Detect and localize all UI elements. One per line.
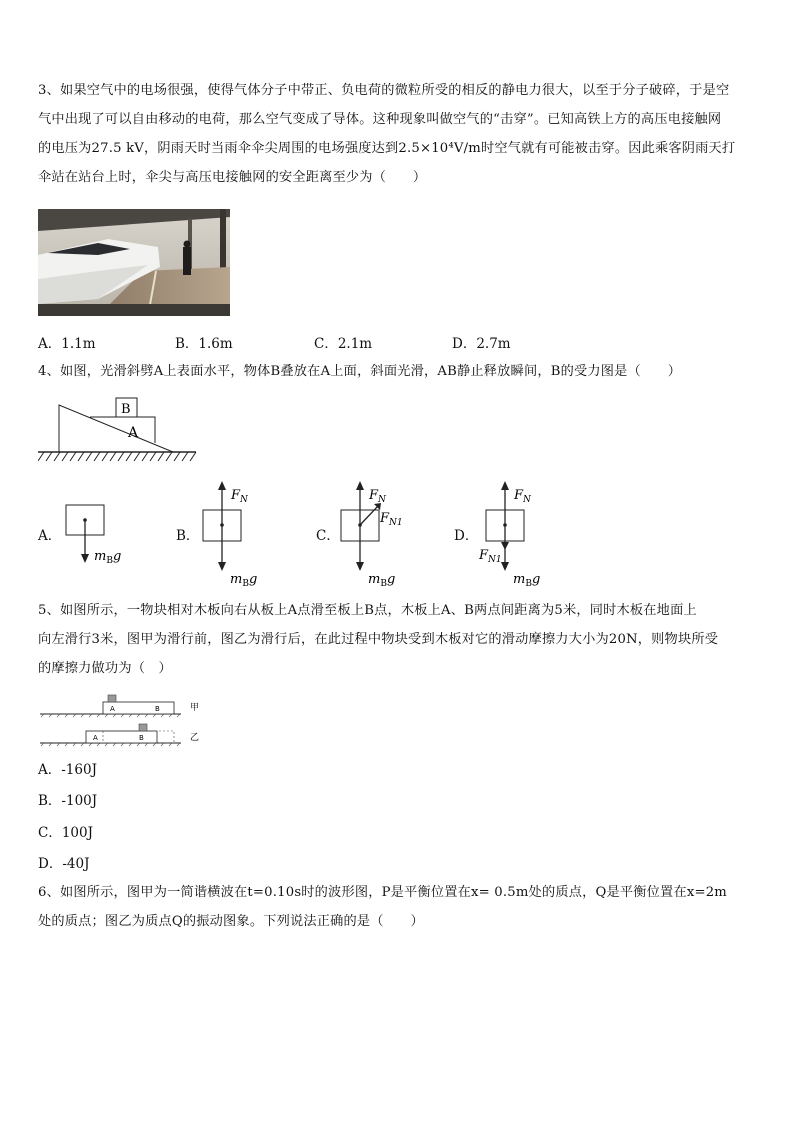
question-5-text	[38, 596, 760, 683]
q3-option-d[interactable]: D．2.7m	[452, 336, 511, 352]
svg-text:A: A	[93, 734, 98, 742]
force-diagram-c[interactable]	[334, 480, 424, 590]
question-3-text	[38, 76, 760, 192]
q4-line-1: 4、如图，光滑斜劈A上表面水平，物体B叠放在A上面，斜面光滑，AB静止释放瞬间，B的受力图是（ ）	[38, 364, 682, 379]
svg-text:B: B	[139, 734, 144, 742]
block-b-label: B	[121, 402, 131, 417]
q4-option-c[interactable]: C．	[316, 528, 340, 544]
svg-text:乙: 乙	[190, 733, 200, 743]
q4-option-d[interactable]: D．	[454, 528, 479, 544]
question-6-text	[38, 878, 760, 936]
force-diagram-a[interactable]	[60, 500, 140, 570]
q3-option-b[interactable]: B．1.6m	[175, 336, 233, 352]
q6-line-1: 6、如图所示，图甲为一简谐横波在t=0.10s时的波形图，P是平衡位置在x= 0.5m处的质点，Q是平衡位置在x=2m	[38, 885, 728, 900]
svg-text:mBg: $m_Bg$	[94, 549, 122, 566]
q3-option-c[interactable]: C．2.1m	[314, 336, 373, 352]
q3-line-3: 的电压为27.5 kV，阴雨天时当雨伞伞尖周围的电场强度达到2.5×10⁴V/m时空气就有可能被击穿。因此乘客阴雨天打	[38, 141, 736, 156]
q5-line-3: 的摩擦力做功为（ ）	[38, 661, 172, 676]
q5-option-d[interactable]: D．-40J	[38, 856, 90, 872]
q4-option-b[interactable]: B．	[176, 528, 200, 544]
force-diagram-d[interactable]	[476, 480, 566, 590]
q5-line-2: 向左滑行3米，图甲为滑行前，图乙为滑行后，在此过程中物块受到木板对它的滑动摩擦力大小为20N，则物块所受	[38, 632, 719, 647]
svg-text:FN1: $F_{N1}$	[380, 511, 403, 528]
question-4-text	[38, 357, 760, 386]
q3-line-4: 伞站在站台上时，伞尖与高压电接触网的安全距离至少为（ ）	[38, 170, 427, 185]
svg-text:FN: $F_N$	[369, 488, 386, 505]
svg-text:FN: $F_N$	[231, 488, 248, 505]
q3-options	[38, 332, 760, 352]
svg-text:mBg: $m_Bg$	[368, 572, 396, 589]
svg-text:B: B	[155, 705, 160, 713]
force-diagram-b[interactable]	[196, 480, 276, 590]
q3-option-a[interactable]: A．1.1m	[38, 336, 96, 352]
q3-line-2: 气中出现了可以自由移动的电荷，那么空气变成了导体。这种现象叫做空气的“击穿”。已知高铁上方的高压电接触网	[38, 112, 722, 127]
svg-text:FN1: $F_{N1}$	[479, 548, 502, 565]
svg-text:甲: 甲	[190, 703, 200, 713]
q4-option-a[interactable]: A．	[38, 528, 62, 544]
svg-text:mBg: $m_Bg$	[230, 572, 258, 589]
q6-line-2: 处的质点；图乙为质点Q的振动图象。下列说法正确的是（ ）	[38, 914, 424, 929]
wedge-a-label: A	[128, 425, 139, 441]
incline-figure	[38, 395, 198, 465]
q5-option-a[interactable]: A．-160J	[38, 762, 97, 778]
svg-text:FN: $F_N$	[514, 488, 531, 505]
q5-option-c[interactable]: C．100J	[38, 825, 94, 841]
q5-option-b[interactable]: B．-100J	[38, 793, 98, 809]
svg-text:mBg: $m_Bg$	[513, 572, 541, 589]
q3-line-1: 3、如果空气中的电场很强，使得气体分子中带正、负电荷的微粒所受的相反的静电力很大，以至于分子破碎，于是空	[38, 83, 730, 98]
train-photo	[38, 209, 230, 316]
board-figure	[38, 690, 213, 750]
q5-line-1: 5、如图所示，一物块相对木板向右从板上A点滑至板上B点，木板上A、B两点间距离为5米，同时木板在地面上	[38, 603, 697, 618]
svg-text:A: A	[110, 705, 115, 713]
